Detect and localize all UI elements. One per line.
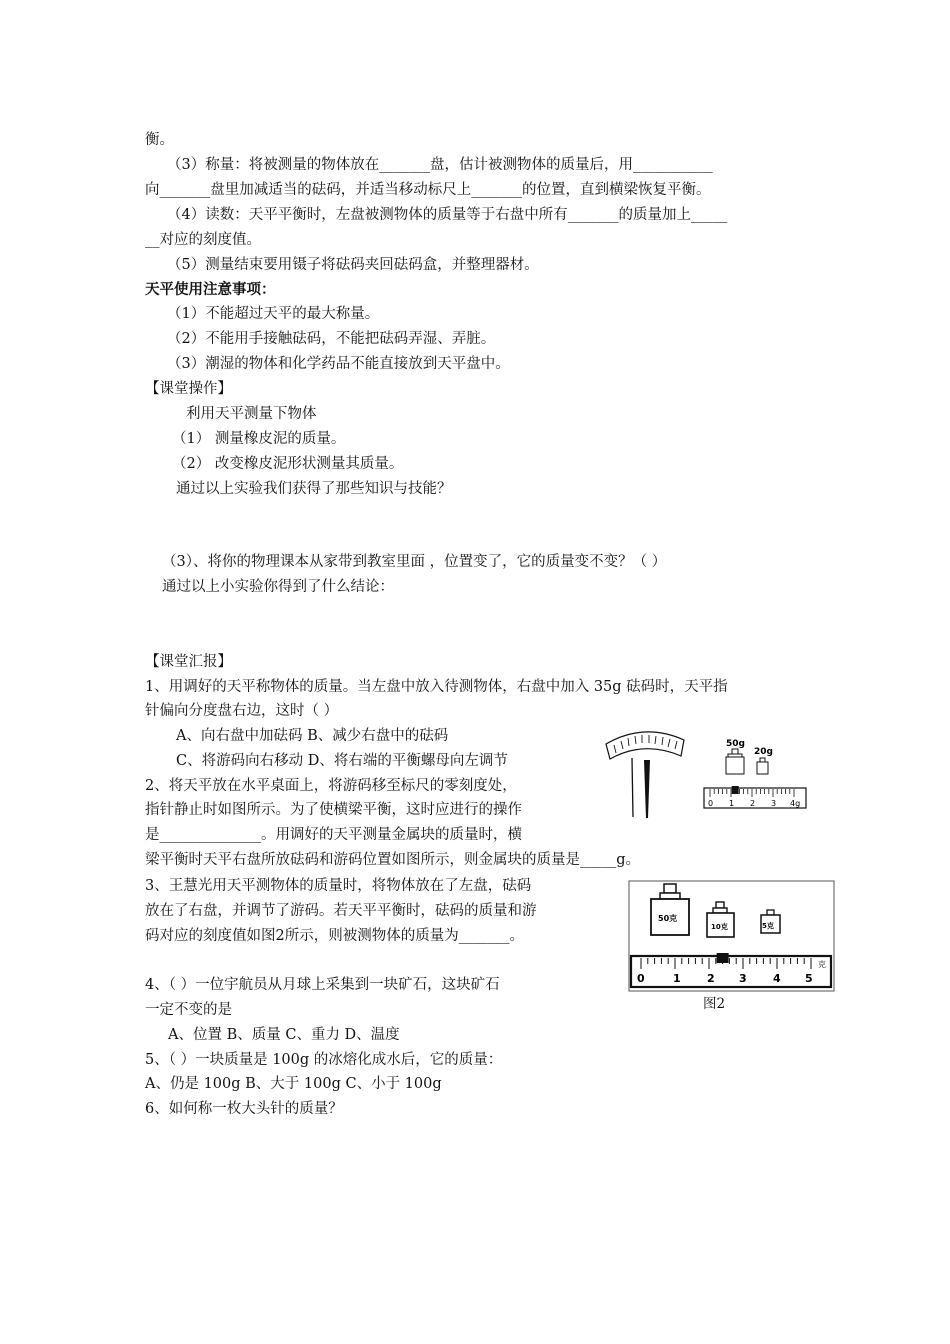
weights-scale-figure-2 (628, 880, 836, 996)
weight-label-50g: 50克 (658, 914, 678, 923)
scale-tick-label: 2 (750, 799, 756, 808)
weight-label-10g: 10克 (711, 923, 728, 931)
text-line: 码对应的刻度值如图2所示，则被测物体的质量为_______。 (145, 928, 524, 944)
question-4: 4、（ ）一位宇航员从月球上采集到一块矿石，这块矿石 (145, 977, 500, 993)
question-1: 1、用调好的天平称物体的质量。当左盘中放入待测物体，右盘中加入 35g 砝码时，天平指 (145, 679, 728, 695)
text-line: 通过以上小实验你得到了什么结论： (162, 579, 394, 595)
pointer-dial-figure (604, 722, 690, 822)
scale-tick-label: 1 (673, 972, 681, 985)
weight-label-20g: 20g (754, 747, 773, 757)
text-line: 一定不变的是 (145, 1002, 232, 1018)
weight-label-5g: 5克 (762, 922, 774, 930)
rider-marker (717, 953, 729, 963)
text-line: 向_______盘里加减适当的砝码，并适当移动标尺上_______的位置，直到横梁恢复平衡。 (145, 182, 711, 198)
weight-50g-icon (726, 749, 744, 774)
section-heading: 【课堂汇报】 (145, 654, 232, 670)
text-line: （1）不能超过天平的最大称量。 (167, 306, 380, 322)
text-line: （1） 测量橡皮泥的质量。 (172, 431, 346, 447)
scale-tick-label: 3 (739, 972, 747, 985)
option-line: A、向右盘中加砝码 B、减少右盘中的砝码 (176, 728, 449, 744)
question-2: 2、将天平放在水平桌面上，将游码移至标尺的零刻度处， (145, 778, 517, 794)
option-line: A、仍是 100g B、大于 100g C、小于 100g (145, 1076, 442, 1092)
question-6: 6、如何称一枚大头针的质量？ (145, 1101, 343, 1117)
scale-tick-label: 5 (805, 972, 813, 985)
question-3: 3、王慧光用天平测物体的质量时，将物体放在了左盘，砝码 (145, 878, 532, 894)
text-line: （2） 改变橡皮泥形状测量其质量。 (172, 456, 404, 472)
rider-scale-1 (704, 786, 806, 808)
scale-tick-label: 4 (773, 972, 781, 985)
scale-unit-label: 克 (818, 960, 826, 969)
text-line: （3）称量：将被测量的物体放在_______盘，估计被测物体的质量后，用___________ (167, 157, 713, 173)
question-5: 5、（ ）一块质量是 100g 的冰熔化成水后，它的质量： (145, 1052, 503, 1068)
text-line: __对应的刻度值。 (145, 232, 261, 248)
scale-tick-label: 4g (790, 799, 801, 808)
section-heading: 【课堂操作】 (145, 381, 232, 397)
text-line: 指针静止时如图所示。为了使横梁平衡，这时应进行的操作 (145, 802, 522, 818)
text-line: （3）潮湿的物体和化学药品不能直接放到天平盘中。 (167, 356, 510, 372)
scale-tick-label: 0 (708, 799, 714, 808)
scale-tick-label: 1 (729, 799, 735, 808)
option-line: C、将游码向右移动 D、将右端的平衡螺母向左调节 (176, 753, 508, 769)
text-line: 衡。 (145, 132, 174, 148)
text-line: （5）测量结束要用镊子将砝码夹回砝码盒，并整理器材。 (167, 257, 539, 273)
text-line: 放在了右盘，并调节了游码。若天平平衡时，砝码的质量和游 (145, 903, 537, 919)
section-heading: 天平使用注意事项： (145, 282, 276, 298)
scale-tick-label: 3 (771, 799, 777, 808)
rider-marker (732, 786, 739, 794)
scale-tick-label: 2 (707, 972, 715, 985)
text-line: （4）读数：天平平衡时，左盘被测物体的质量等于右盘中所有_______的质量加上_____ (167, 207, 728, 223)
rider-scale-2 (631, 953, 831, 987)
option-line: A、位置 B、质量 C、重力 D、温度 (168, 1027, 400, 1043)
text-line: （3）、将你的物理课本从家带到教室里面 ，位置变了，它的质量变不变？（ ） (162, 554, 667, 570)
weight-20g-icon (757, 758, 768, 774)
text-line: （2）不能用手接触砝码，不能把砝码弄湿、弄脏。 (167, 331, 496, 347)
text-line: 是______________。用调好的天平测量金属块的质量时，横 (145, 827, 522, 843)
scale-tick-label: 0 (637, 972, 645, 985)
text-line: 针偏向分度盘右边，这时（ ） (145, 703, 339, 719)
figure-caption: 图2 (703, 996, 726, 1012)
text-line: 通过以上实验我们获得了那些知识与技能？ (176, 481, 452, 497)
text-line: 利用天平测量下物体 (186, 406, 317, 422)
weight-label-50g: 50g (726, 739, 745, 749)
weights-scale-figure-1 (700, 736, 810, 812)
text-line: 梁平衡时天平右盘所放砝码和游码位置如图所示，则金属块的质量是_____g。 (145, 852, 641, 868)
